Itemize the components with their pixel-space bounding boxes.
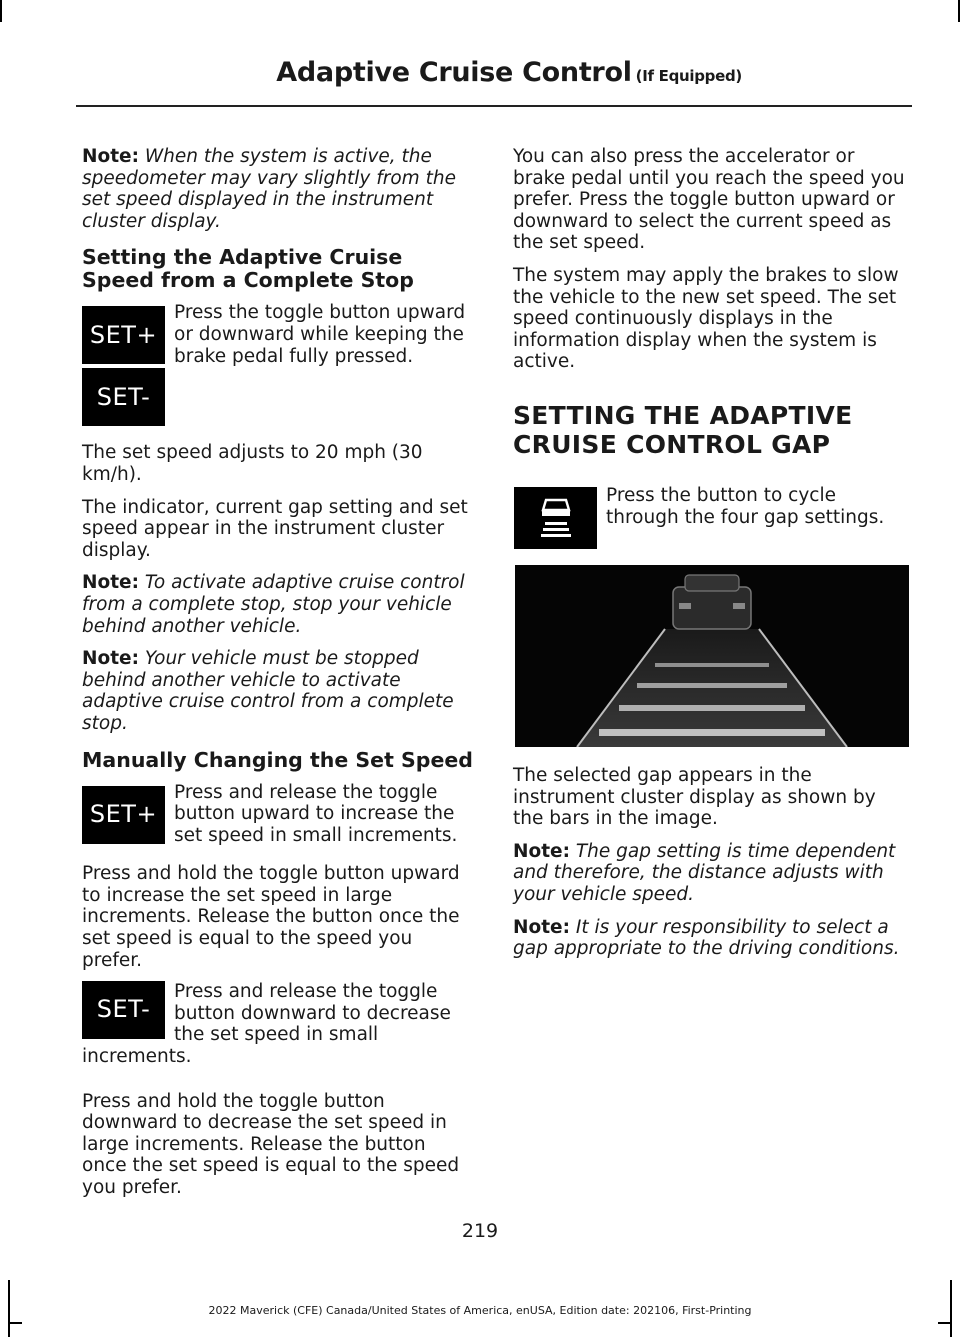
crop-mark-top-left	[0, 0, 2, 22]
note-responsibility	[513, 917, 907, 960]
set-buttons-stack	[82, 306, 165, 430]
complete-stop-instruction: Press the toggle button upward or downward while keeping the brake pedal fully pressed.	[174, 302, 466, 367]
accelerator-text: You can also press the accelerator or brake pedal until you reach the speed you prefer. Press the toggle button upward or downward to select the current speed as the set speed.	[513, 146, 905, 254]
page-number: 219	[461, 1220, 499, 1242]
hold-down-instruction: Press and hold the toggle button downward to decrease the set speed in large increments. Release the button once the set speed is equal to the speed you prefer.	[82, 1090, 460, 1198]
right-column	[513, 146, 907, 971]
note-text: The gap setting is time dependent and therefore, the distance adjusts with your vehicle speed.	[513, 840, 896, 905]
brakes-text: The system may apply the brakes to slow the vehicle to the new set speed. The set speed continuously displays in the information display when the system is active.	[513, 264, 899, 373]
left-column	[82, 146, 476, 1210]
note-text: Your vehicle must be stopped behind another vehicle to activate adaptive cruise control from a complete stop.	[82, 648, 454, 734]
gap-distance-icon	[514, 487, 597, 549]
note-text: To activate adaptive cruise control from a complete stop, stop your vehicle behind another vehicle.	[82, 572, 465, 637]
note-text: It is your responsibility to select a gap appropriate to the driving conditions.	[513, 916, 900, 960]
gap-instruction: Press the button to cycle through the four gap settings.	[606, 484, 885, 528]
increase-instruction: Press and release the toggle button upward to increase the set speed in small increments.	[174, 781, 458, 846]
header-rule	[76, 105, 912, 107]
note-must-be-stopped	[82, 648, 476, 734]
complete-stop-instruction-row	[82, 302, 476, 430]
note-time-dependent	[513, 841, 907, 906]
page-header-title	[276, 58, 742, 91]
increase-instruction-row	[82, 781, 476, 858]
crop-mark-bottom-right-h	[938, 1322, 952, 1324]
note-activate-from-stop	[82, 572, 476, 637]
note-label: Note:	[513, 840, 570, 862]
set-plus-icon-block	[82, 786, 165, 848]
heading-manually-changing: Manually Changing the Set Speed	[82, 747, 473, 772]
hold-up-instruction: Press and hold the toggle button upward to increase the set speed in large increments. Release the button once the set speed is equal to the speed you prefer.	[82, 863, 460, 971]
set-minus-button-icon: SET-	[82, 981, 165, 1039]
indicator-text: The indicator, current gap setting and set speed appear in the instrument cluster display.	[82, 496, 468, 561]
crop-mark-bottom-left-h	[8, 1322, 22, 1324]
set-minus-button-icon: SET-	[82, 368, 165, 426]
gap-distance-icon-glyph	[536, 496, 576, 540]
heading-complete-stop: Setting the Adaptive Cruise Speed from a Complete Stop	[82, 245, 414, 293]
set-speed-adjusts-text: The set speed adjusts to 20 mph (30 km/h).	[82, 442, 423, 485]
note-text: When the system is active, the speedometer may vary slightly from the set speed displayed in the instrument cluster display.	[82, 146, 456, 232]
decrease-instruction-block	[82, 981, 476, 1078]
header-title-text: Adaptive Cruise Control	[276, 57, 632, 88]
set-plus-button-icon: SET+	[82, 786, 165, 844]
selected-gap-text: The selected gap appears in the instrument cluster display as shown by the bars in the image.	[513, 764, 876, 830]
set-plus-button-icon: SET+	[82, 306, 165, 364]
note-when-active	[82, 146, 476, 232]
gap-instruction-row	[513, 484, 907, 553]
header-subtitle: (If Equipped)	[635, 67, 742, 85]
page-footer: 2022 Maverick (CFE) Canada/United States of America, enUSA, Edition date: 202106, First-Printing	[208, 1304, 752, 1317]
note-label: Note:	[82, 146, 139, 167]
decrease-instruction: Press and release the toggle button downward to decrease the set speed in small increments.	[82, 981, 451, 1068]
heading-gap-line1: SETTING THE ADAPTIVE	[513, 400, 853, 430]
heading-gap-line2: CRUISE CONTROL GAP	[513, 429, 831, 459]
note-label: Note:	[82, 572, 139, 594]
note-label: Note:	[82, 648, 139, 670]
heading-gap	[513, 401, 907, 459]
vehicle-ahead-gap-bars-image	[515, 565, 909, 747]
note-label: Note:	[513, 916, 570, 938]
